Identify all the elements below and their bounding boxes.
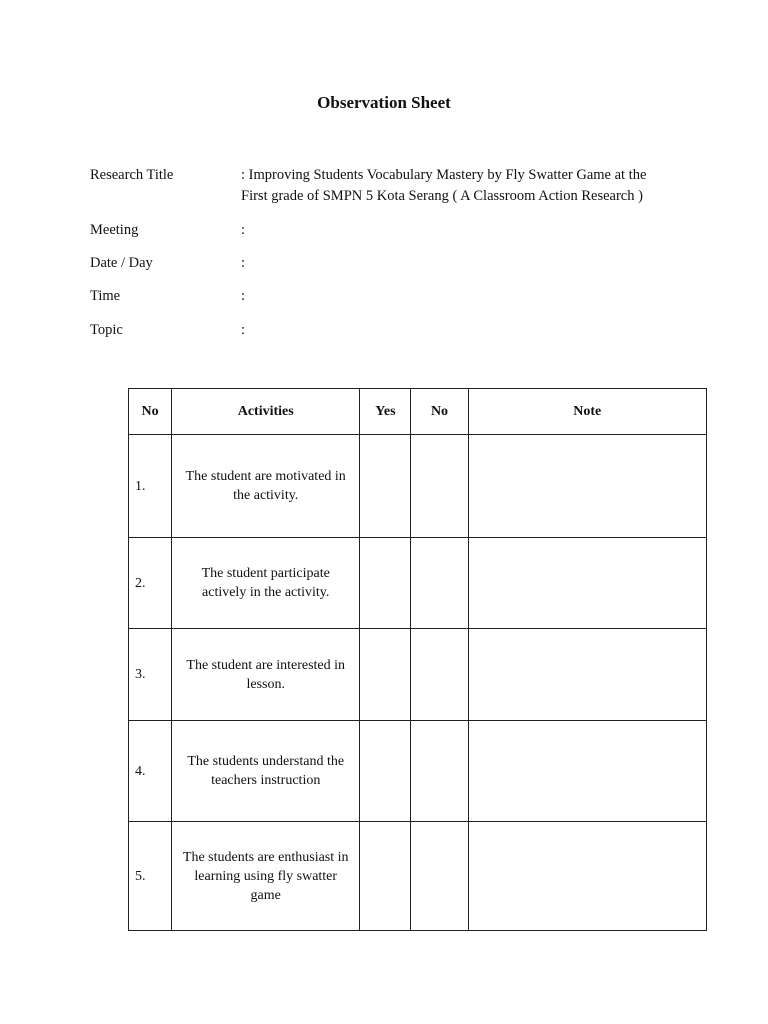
activity-cell: The student are motivated in the activity.: [172, 435, 360, 538]
page-title: Observation Sheet: [317, 93, 451, 112]
research-title-line-1: : Improving Students Vocabulary Mastery by Fly Swatter Game at the: [241, 167, 647, 183]
header-no: No: [129, 389, 172, 435]
yes-cell[interactable]: [360, 721, 411, 822]
note-cell[interactable]: [468, 822, 706, 931]
topic-label: Topic: [90, 322, 123, 338]
note-cell[interactable]: [468, 629, 706, 721]
table-header-row: [129, 389, 707, 435]
table-row: [129, 822, 707, 931]
date-day-label: Date / Day: [90, 255, 153, 271]
research-title-label: Research Title: [90, 167, 174, 183]
observation-table: [128, 388, 707, 931]
row-number: 1.: [129, 435, 172, 538]
table-row: [129, 721, 707, 822]
row-number: 5.: [129, 822, 172, 931]
header-note: Note: [468, 389, 706, 435]
activity-cell: The students are enthusiast in learning using fly swatter game: [172, 822, 360, 931]
yes-cell[interactable]: [360, 435, 411, 538]
note-cell[interactable]: [468, 721, 706, 822]
no-cell[interactable]: [411, 629, 468, 721]
research-title-line-2: First grade of SMPN 5 Kota Serang ( A Classroom Action Research ): [241, 188, 643, 204]
header-activities: Activities: [172, 389, 360, 435]
table-row: [129, 629, 707, 721]
row-number: 4.: [129, 721, 172, 822]
table-row: [129, 435, 707, 538]
yes-cell[interactable]: [360, 822, 411, 931]
activity-cell: The students understand the teachers instruction: [172, 721, 360, 822]
research-title-value: [241, 165, 681, 207]
topic-value: :: [241, 322, 246, 338]
no-cell[interactable]: [411, 435, 468, 538]
no-cell[interactable]: [411, 538, 468, 629]
meeting-value: :: [241, 222, 246, 238]
time-label: Time: [90, 288, 121, 304]
activity-cell: The student are interested in lesson.: [172, 629, 360, 721]
date-day-value: :: [241, 255, 246, 271]
note-cell[interactable]: [468, 435, 706, 538]
no-cell[interactable]: [411, 822, 468, 931]
time-value: :: [241, 288, 246, 304]
yes-cell[interactable]: [360, 629, 411, 721]
activity-cell: The student participate actively in the activity.: [172, 538, 360, 629]
note-cell[interactable]: [468, 538, 706, 629]
table-row: [129, 538, 707, 629]
row-number: 3.: [129, 629, 172, 721]
no-cell[interactable]: [411, 721, 468, 822]
row-number: 2.: [129, 538, 172, 629]
header-yes: Yes: [360, 389, 411, 435]
header-no-mark: No: [411, 389, 468, 435]
yes-cell[interactable]: [360, 538, 411, 629]
meeting-label: Meeting: [90, 222, 139, 238]
